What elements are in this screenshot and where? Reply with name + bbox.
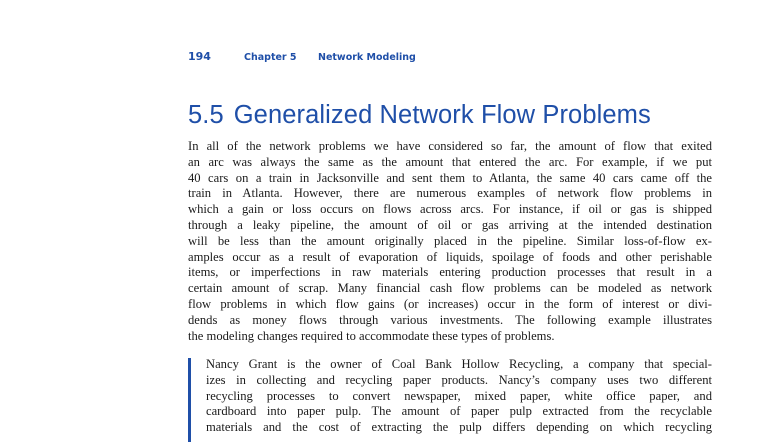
example-line: cardboard into paper pulp. The amount of paper pulp extracted from the recyclable <box>206 404 712 419</box>
paragraph-line: which a gain or loss occurs on flows across arcs. For instance, if oil or gas is shipped <box>188 202 712 217</box>
example-accent-bar <box>188 358 191 442</box>
paragraph-line: train in Atlanta. However, there are numerous examples of network flow problems in <box>188 186 712 201</box>
paragraph-line: 40 cars on a train in Jacksonville and sent them to Atlanta, the same 40 cars came off the <box>188 170 712 185</box>
example-block <box>188 357 712 441</box>
page-number: 194 <box>188 50 211 63</box>
paragraph-line: items, or imperfections in raw materials entering production processes that result in a <box>188 265 712 280</box>
paragraph-line: certain amount of scrap. Many financial cash flow problems can be modeled as network <box>188 281 712 296</box>
example-line: Nancy Grant is the owner of Coal Bank Hollow Recycling, a company that special- <box>206 357 712 371</box>
paragraph-line: will be less than the amount originally placed in the pipeline. Similar loss-of-flow ex- <box>188 233 712 248</box>
section-number: 5.5 <box>188 101 224 129</box>
chapter-title: Network Modeling <box>318 52 416 63</box>
example-line: recycling processes to convert newspaper, mixed paper, white office paper, and <box>206 388 712 403</box>
chapter-label: Chapter 5 <box>244 52 297 63</box>
paragraph-line: flow problems in which flow gains (or increases) occur in the form of interest or divi- <box>188 296 712 311</box>
paragraph-line: amples occur as a result of evaporation of liquids, spoilage of foods and other perishable <box>188 249 712 264</box>
paragraph-line: In all of the network problems we have considered so far, the amount of flow that exited <box>188 139 712 153</box>
paragraph-line: through a leaky pipeline, the amount of oil or gas arriving at the intended destination <box>188 217 712 232</box>
body-paragraph <box>188 139 712 344</box>
paragraph-line: dends as money flows through various investments. The following example illustrates <box>188 312 712 327</box>
paragraph-line: an arc was always the same as the amount that entered the arc. For example, if we put <box>188 154 712 169</box>
section-title: Generalized Network Flow Problems <box>233 101 651 129</box>
paragraph-line: the modeling changes required to accommodate these types of problems. <box>188 328 555 343</box>
example-text <box>206 357 712 436</box>
example-line: izes in collecting and recycling paper products. Nancy’s company uses two different <box>206 372 712 387</box>
example-line: materials and the cost of extracting the pulp differs depending on which recycling <box>206 420 712 435</box>
section-heading <box>188 101 651 130</box>
running-head <box>188 50 416 63</box>
